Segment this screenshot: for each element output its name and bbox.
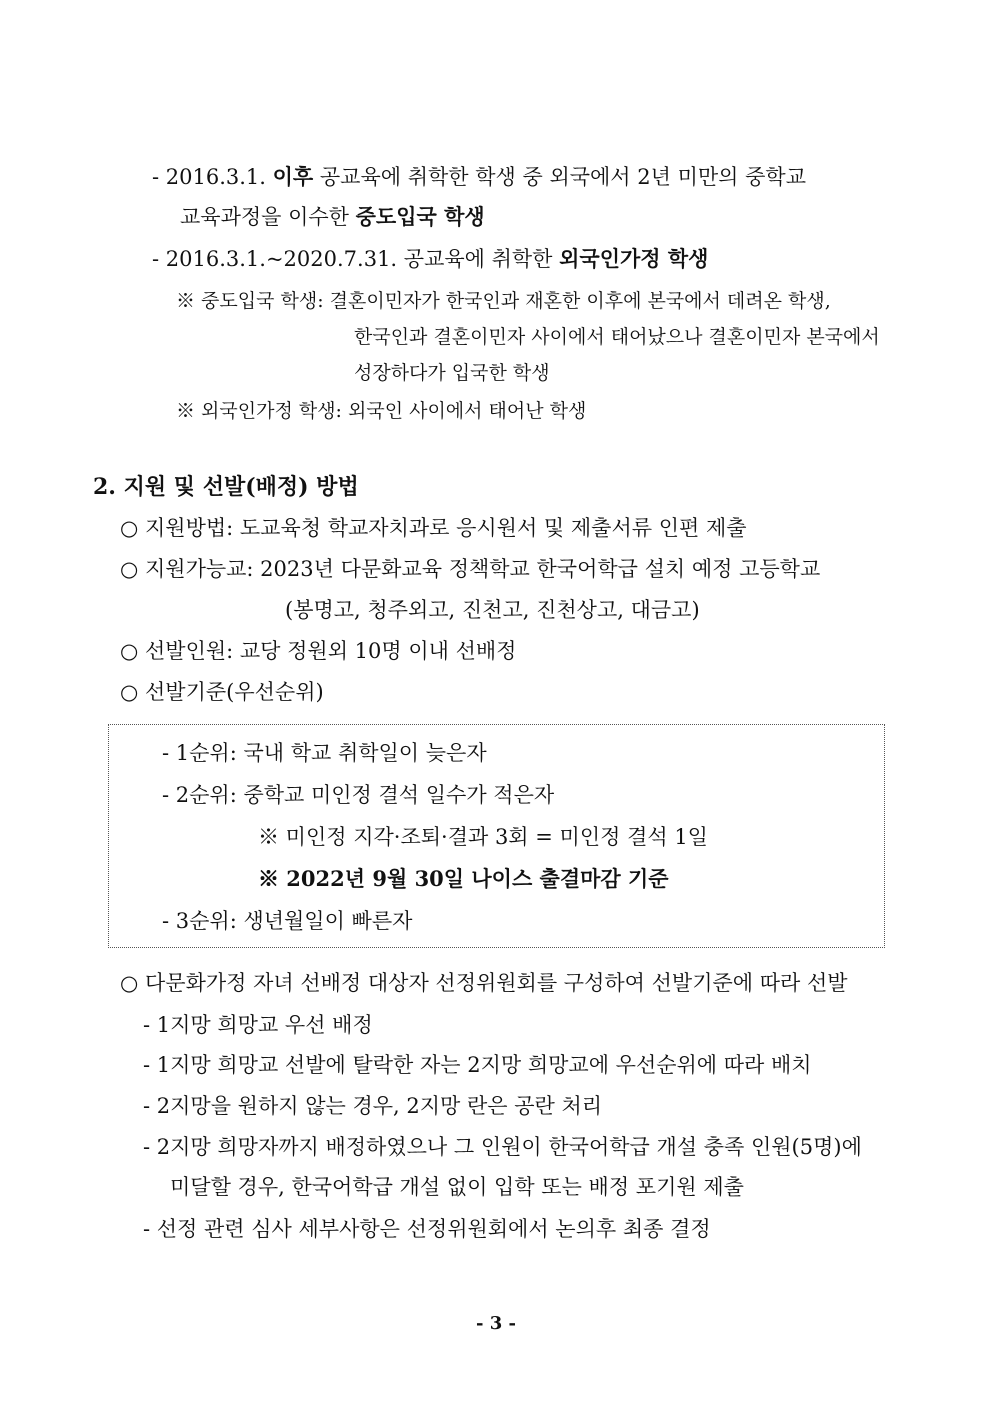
- dash-item-2: - 1지망 희망교 선발에 탈락한 자는 2지망 희망교에 우선순위에 따라 배치: [143, 1053, 812, 1077]
- page-number: - 3 -: [476, 1313, 516, 1334]
- circle-item-selection-committee: ○ 다문화가정 자녀 선배정 대상자 선정위원회를 구성하여 선발기준에 따라 선발: [120, 971, 848, 995]
- priority-1: - 1순위: 국내 학교 취학일이 늦은자: [162, 741, 487, 765]
- circle-item-apply-method: ○ 지원방법: 도교육청 학교자치과로 응시원서 및 제출서류 인편 제출: [120, 516, 747, 540]
- section-2-heading: 2. 지원 및 선발(배정) 방법: [93, 474, 359, 500]
- eligibility-line-3-text: - 2016.3.1.~2020.7.31. 공교육에 취학한: [152, 247, 560, 271]
- emphasis-after: 이후: [272, 164, 314, 189]
- note-midentry-2: 한국인과 결혼이민자 사이에서 태어났으나 결혼이민자 본국에서: [354, 326, 880, 348]
- dash-item-1: - 1지망 희망교 우선 배정: [143, 1013, 373, 1037]
- circle-item-selection-count: ○ 선발인원: 교당 정원외 10명 이내 선배정: [120, 639, 517, 663]
- eligibility-line-1-rest: 공교육에 취학한 학생 중 외국에서 2년 미만의 중학교: [313, 165, 806, 189]
- eligibility-line-1: [152, 164, 806, 190]
- eligibility-line-2-text: 교육과정을 이수한: [180, 205, 356, 229]
- priority-3: - 3순위: 생년월일이 빠른자: [162, 909, 413, 933]
- circle-item-selection-criteria: ○ 선발기준(우선순위): [120, 680, 324, 704]
- eligibility-line-2: [180, 204, 485, 230]
- priority-2-note-1: ※ 미인정 지각·조퇴·결과 3회 = 미인정 결석 1일: [258, 825, 708, 849]
- dash-item-4: - 2지망 희망자까지 배정하였으나 그 인원이 한국어학급 개설 충족 인원(5명)에: [143, 1135, 862, 1159]
- note-midentry-3: 성장하다가 입국한 학생: [354, 362, 550, 384]
- note-foreign-family: ※ 외국인가정 학생: 외국인 사이에서 태어난 학생: [176, 400, 587, 422]
- priority-2: - 2순위: 중학교 미인정 결석 일수가 적은자: [162, 783, 555, 807]
- eligible-schools-list: (봉명고, 청주외고, 진천고, 진천상고, 대금고): [285, 598, 700, 622]
- circle-item-eligible-schools: ○ 지원가능교: 2023년 다문화교육 정책학교 한국어학급 설치 예정 고등학교: [120, 557, 821, 581]
- dash-item-4-cont: 미달할 경우, 한국어학급 개설 없이 입학 또는 배정 포기원 제출: [170, 1175, 744, 1199]
- emphasis-foreign-family-student: 외국인가정 학생: [559, 246, 709, 271]
- note-midentry-1: ※ 중도입국 학생: 결혼이민자가 한국인과 재혼한 이후에 본국에서 데려온 학생,: [176, 290, 831, 312]
- eligibility-line-3: [152, 246, 708, 272]
- dash-item-5: - 선정 관련 심사 세부사항은 선정위원회에서 논의후 최종 결정: [143, 1217, 711, 1241]
- dash-item-3: - 2지망을 원하지 않는 경우, 2지망 란은 공란 처리: [143, 1094, 603, 1118]
- emphasis-midentry-student: 중도입국 학생: [355, 204, 485, 229]
- priority-2-note-2: ※ 2022년 9월 30일 나이스 출결마감 기준: [258, 866, 669, 891]
- eligibility-date-text: - 2016.3.1.: [152, 165, 273, 189]
